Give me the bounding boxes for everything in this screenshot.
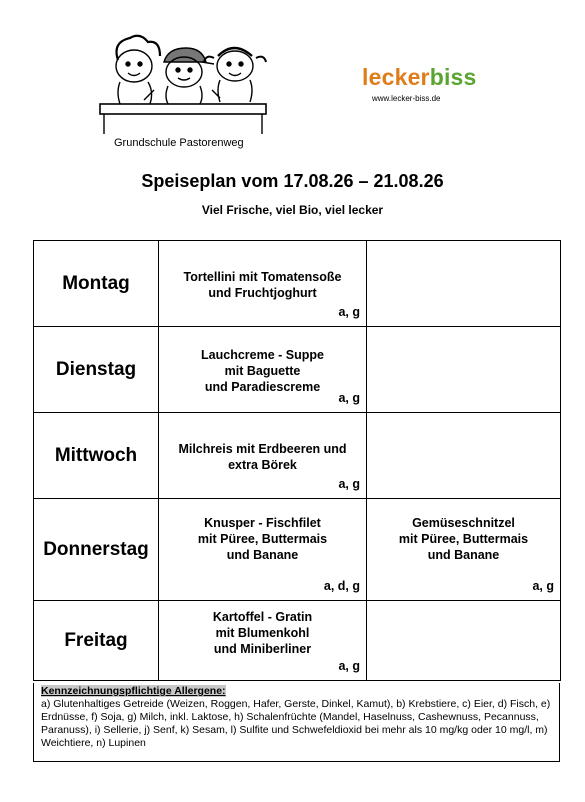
- day-label: Mittwoch: [34, 413, 159, 498]
- dish-text: Kartoffel - Gratin mit Blumenkohl und Miniberliner: [212, 610, 313, 656]
- school-logo-illustration: [98, 32, 270, 150]
- menu-cell-1: [159, 413, 367, 498]
- menu-cell-2: [367, 241, 560, 326]
- brand-url: www.lecker-biss.de: [372, 94, 441, 103]
- dish-text: Gemüseschnitzel mit Püree, Buttermais und Banane: [398, 516, 529, 562]
- menu-cell-1: [159, 241, 367, 326]
- allergen-codes: a, g: [338, 305, 360, 319]
- dish-text: Lauchcreme - Suppe mit Baguette und Paradiescreme: [201, 348, 324, 394]
- allergen-codes: a, g: [338, 477, 360, 491]
- day-label: Freitag: [34, 601, 159, 680]
- menu-row-friday: [34, 601, 560, 680]
- dish-text: Tortellini mit Tomatensoße und Fruchtjoghurt: [183, 270, 342, 300]
- allergen-codes: a, g: [338, 659, 360, 673]
- brand-part1: lecker: [362, 64, 430, 90]
- menu-row-thursday: [34, 499, 560, 601]
- dish-text: Knusper - Fischfilet mit Püree, Buttermais und Banane: [197, 516, 328, 562]
- dish-text: Milchreis mit Erdbeeren und extra Börek: [178, 442, 347, 472]
- menu-table: [33, 240, 561, 681]
- page-subtitle: Viel Frische, viel Bio, viel lecker: [201, 203, 384, 217]
- menu-cell-2: [367, 601, 560, 680]
- menu-cell-1: [159, 327, 367, 412]
- menu-row-wednesday: [34, 413, 560, 499]
- menu-cell-1: [159, 499, 367, 600]
- legend-heading: Kennzeichnungspflichtige Allergene:: [41, 685, 226, 697]
- menu-cell-2: [367, 413, 560, 498]
- legend-text: a) Glutenhaltiges Getreide (Weizen, Roggen, Hafer, Gerste, Dinkel, Kamut), b) Krebstiere, c) Eier, d) Fisch, e) Erdnüsse, f) Soja, g) Milch, inkl. Laktose, h) Schalenfrüchte (Mandel, Haselnuss, Cashewnuss, Pecannuss, Paranuss), i) Sellerie, j) Senf, k) Sesam, l) Sulfite und Schwefeldioxid bei mehr als 10 mg/kg oder 10 mg/l, m) Weichtiere, n) Lupinen: [41, 698, 551, 749]
- page-title: Speiseplan vom 17.08.26 – 21.08.26: [141, 171, 444, 191]
- children-drawing-icon: [98, 32, 270, 150]
- menu-cell-2: [367, 327, 560, 412]
- menu-cell-1: [159, 601, 367, 680]
- menu-row-monday: [34, 241, 560, 327]
- menu-cell-2: [367, 499, 560, 600]
- day-label: Dienstag: [34, 327, 159, 412]
- menu-row-tuesday: [34, 327, 560, 413]
- allergen-codes: a, g: [532, 579, 554, 593]
- brand-part2: biss: [429, 64, 477, 90]
- day-label: Montag: [34, 241, 159, 326]
- day-label: Donnerstag: [34, 499, 159, 600]
- allergen-codes: a, g: [338, 391, 360, 405]
- allergen-codes: a, d, g: [323, 579, 360, 593]
- allergen-legend: [33, 683, 560, 762]
- brand-logo: [362, 64, 477, 91]
- school-name: Grundschule Pastorenweg: [114, 137, 244, 149]
